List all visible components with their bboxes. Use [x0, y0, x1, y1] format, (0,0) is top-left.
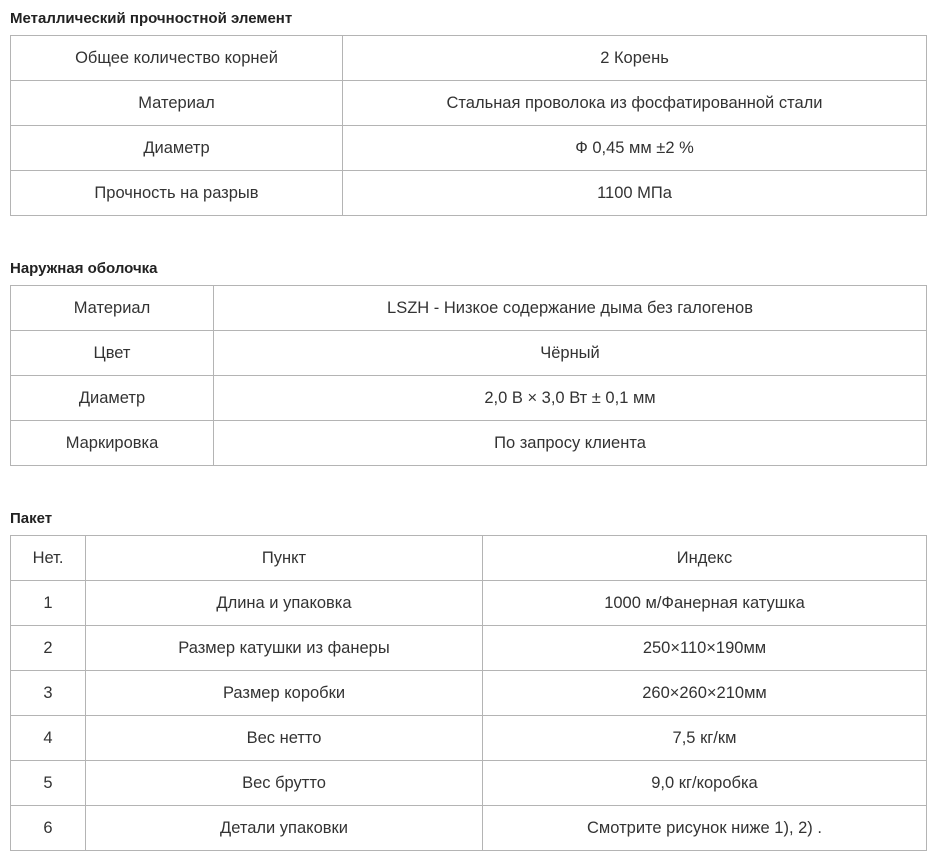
table-row: [11, 581, 927, 626]
table-row: [11, 671, 927, 716]
table-cell-label: Диаметр: [11, 376, 214, 421]
table-cell-item: Вес нетто: [86, 716, 483, 761]
header-cell-index: Индекс: [483, 536, 927, 581]
table-cell-label: Материал: [11, 81, 343, 126]
table-cell-value: 2,0 В × 3,0 Вт ± 0,1 мм: [214, 376, 927, 421]
table-cell-label: Прочность на разрыв: [11, 171, 343, 216]
table-cell-value: По запросу клиента: [214, 421, 927, 466]
table-cell-index: 9,0 кг/коробка: [483, 761, 927, 806]
table-row: [11, 126, 927, 171]
table-row: [11, 81, 927, 126]
table-cell-value: Чёрный: [214, 331, 927, 376]
table-cell-label: Цвет: [11, 331, 214, 376]
table-cell-no: 4: [11, 716, 86, 761]
table-cell-label: Материал: [11, 286, 214, 331]
table-cell-no: 2: [11, 626, 86, 671]
package-table: [10, 535, 927, 851]
table-cell-item: Детали упаковки: [86, 806, 483, 851]
table-row: [11, 716, 927, 761]
table-row: [11, 761, 927, 806]
outer-sheath-title: Наружная оболочка: [10, 260, 158, 277]
table-cell-value: 1100 МПа: [343, 171, 927, 216]
table-cell-no: 6: [11, 806, 86, 851]
table-row: [11, 376, 927, 421]
header-cell-item: Пункт: [86, 536, 483, 581]
table-cell-value: Ф 0,45 мм ±2 %: [343, 126, 927, 171]
table-cell-item: Размер коробки: [86, 671, 483, 716]
table-row: [11, 171, 927, 216]
table-cell-item: Вес брутто: [86, 761, 483, 806]
table-cell-index: Смотрите рисунок ниже 1), 2) .: [483, 806, 927, 851]
table-cell-value: Стальная проволока из фосфатированной стали: [343, 81, 927, 126]
table-cell-label: Общее количество корней: [11, 36, 343, 81]
table-cell-label: Диаметр: [11, 126, 343, 171]
table-cell-label: Маркировка: [11, 421, 214, 466]
table-row: [11, 286, 927, 331]
table-row: [11, 331, 927, 376]
table-cell-no: 3: [11, 671, 86, 716]
table-cell-index: 1000 м/Фанерная катушка: [483, 581, 927, 626]
table-cell-item: Длина и упаковка: [86, 581, 483, 626]
table-cell-no: 5: [11, 761, 86, 806]
outer-sheath-table: [10, 285, 927, 466]
package-title: Пакет: [10, 510, 53, 527]
table-cell-item: Размер катушки из фанеры: [86, 626, 483, 671]
table-header-row: [11, 536, 927, 581]
header-cell-no: Нет.: [11, 536, 86, 581]
table-cell-index: 7,5 кг/км: [483, 716, 927, 761]
table-cell-no: 1: [11, 581, 86, 626]
table-cell-value: LSZH - Низкое содержание дыма без галогенов: [214, 286, 927, 331]
table-row: [11, 806, 927, 851]
table-row: [11, 36, 927, 81]
metal-element-table: [10, 35, 927, 216]
table-cell-index: 250×110×190мм: [483, 626, 927, 671]
table-row: [11, 626, 927, 671]
table-cell-index: 260×260×210мм: [483, 671, 927, 716]
table-row: [11, 421, 927, 466]
metal-element-title: Металлический прочностной элемент: [10, 10, 293, 27]
table-cell-value: 2 Корень: [343, 36, 927, 81]
